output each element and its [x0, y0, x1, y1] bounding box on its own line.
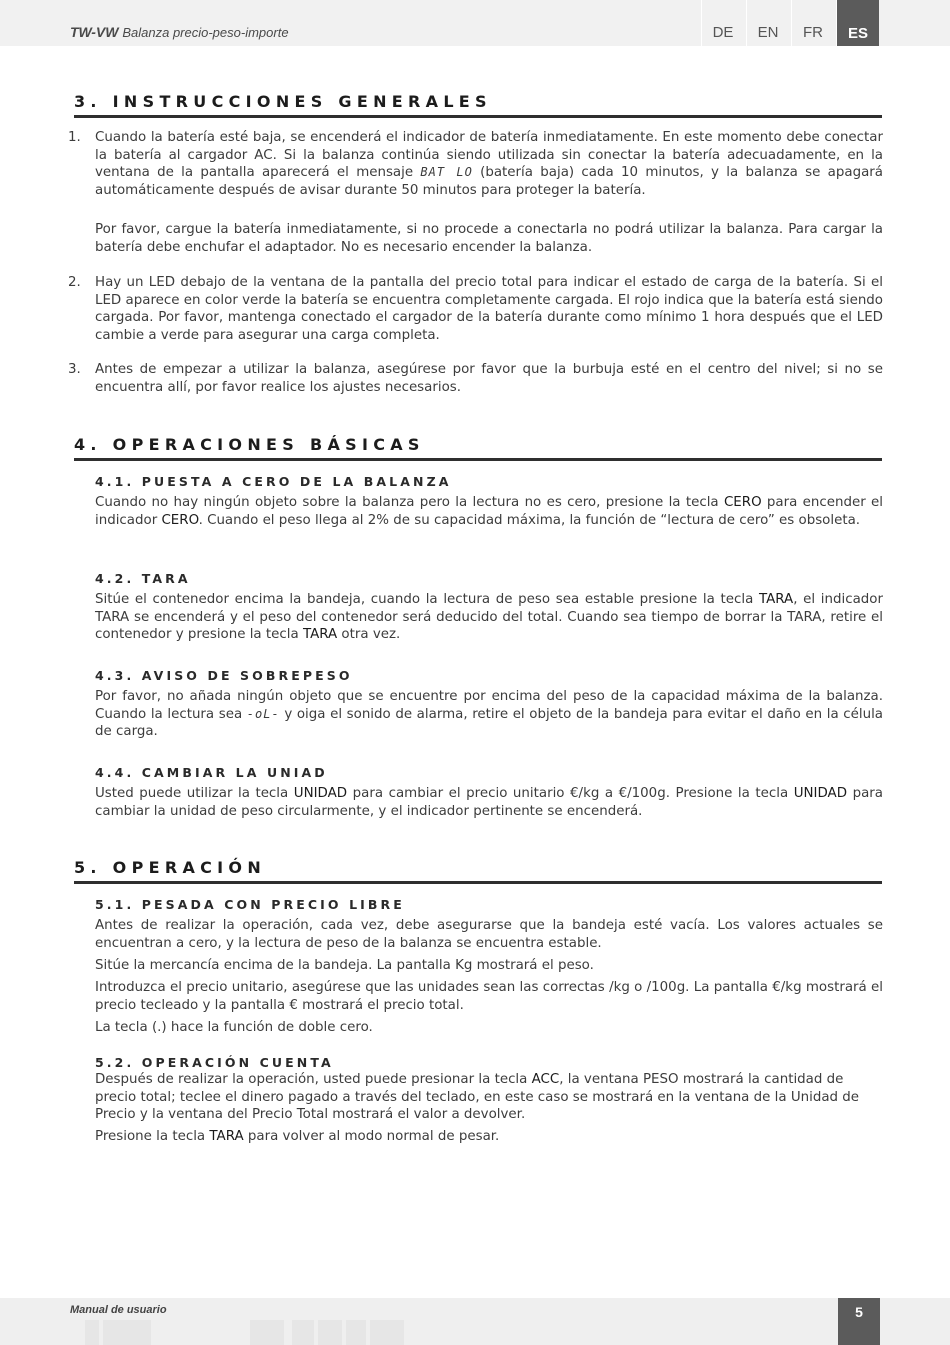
item-3-number: 3. — [68, 362, 81, 377]
section-5-heading — [74, 858, 882, 884]
subsection-4-3-text — [95, 688, 883, 741]
item-1-number: 1. — [68, 130, 81, 145]
section-3-title: 3. INSTRUCCIONES GENERALES — [74, 92, 492, 111]
text-run: . Cuando el peso llega al 2% de su capacidad máxima, la función de “lectura de cero” es obsoleta. — [198, 512, 861, 528]
section-4-heading — [74, 435, 882, 461]
footer-strip — [103, 1320, 151, 1345]
subsection-4-4-title: 4.4. CAMBIAR LA UNIAD — [95, 765, 328, 780]
text-run: Cuando no hay ningún objeto sobre la balanza pero la lectura no es cero, presione la tecla — [95, 495, 724, 510]
text-run: para volver al modo normal de pesar. — [243, 1129, 500, 1144]
footer-strip — [318, 1320, 342, 1345]
item-3-text: Antes de empezar a utilizar la balanza, asegúrese por favor que la burbuja esté en el centro del nivel; si no se encuentra allí, por favor realice los ajustes necesarios. — [95, 362, 883, 395]
item-1-text-a: Cuando la batería esté baja, se encenderá el indicador de batería inmediatamente. En este momento debe conectar la batería al cargador AC. Si la balanza continúa siendo utilizada sin conectar la batería adecuadamente, en la ventana de la pantalla aparecerá el mensaje — [95, 130, 883, 181]
item-2-number: 2. — [68, 275, 81, 290]
item-1-text-b: (batería baja) cada 10 minutos, y la balanza se apagará automáticamente después de avisar durante 50 minutos para proteger la batería. — [95, 165, 883, 198]
subsection-4-4-text — [95, 785, 883, 820]
model-name: TW-VW — [70, 24, 119, 40]
page-number: 5 — [838, 1298, 880, 1345]
item-2-text: Hay un LED debajo de la ventana de la pantalla del precio total para indicar el estado de carga de la batería. Si el LED aparece en color verde la batería se encuentra completamente cargada. El rojo indica que la batería está siendo cargada. Por favor, mantenga conectado el cargador de la batería durante como mínimo 1 hora después que el LED cambie a verde para asegurar una carga completa. — [95, 275, 883, 343]
section-4-title: 4. OPERACIONES BÁSICAS — [74, 435, 425, 454]
subsection-5-1-paragraph-2: Sitúe la mercancía encima de la bandeja. La pantalla Kg mostrará el peso. — [95, 958, 594, 973]
text-run: para cambiar la unidad de peso circularmente, y el indicador pertinente se encenderá. — [95, 786, 883, 819]
subsection-4-1-text — [95, 494, 883, 529]
subsection-4-3-title: 4.3. AVISO DE SOBREPESO — [95, 668, 353, 683]
subsection-5-1-paragraph-3: Introduzca el precio unitario, asegúrese que las unidades sean las correctas /kg o /100g. La pantalla €/kg mostrará el precio tecleado y la pantalla € mostrará el precio total. — [95, 980, 883, 1013]
lang-tab-de[interactable]: DE — [701, 0, 744, 46]
text-run: , el indicador TARA se encenderá y el peso del contenedor será deducido del total. Cuando sea tiempo de borrar la TARA, retire el contenedor y presione la tecla — [95, 592, 884, 643]
lcd-bat-lo: BAT LO — [420, 165, 473, 180]
key-tara: TARA — [759, 592, 794, 607]
key-acc: ACC — [531, 1072, 560, 1087]
subsection-5-1-title: 5.1. PESADA CON PRECIO LIBRE — [95, 897, 405, 912]
lang-tab-fr[interactable]: FR — [791, 0, 834, 46]
item-1-text — [95, 129, 883, 199]
footer-strip — [370, 1320, 404, 1345]
key-cero-indicator: CERO — [161, 512, 199, 528]
footer-strip — [346, 1320, 366, 1345]
key-unidad: UNIDAD — [293, 786, 348, 801]
footer-strip — [85, 1320, 99, 1345]
key-unidad: UNIDAD — [793, 786, 848, 801]
text-run: Después de realizar la operación, usted puede presionar la tecla — [95, 1072, 532, 1087]
subsection-4-1-title: 4.1. PUESTA A CERO DE LA BALANZA — [95, 474, 452, 489]
lang-tab-es[interactable]: ES — [836, 0, 879, 46]
text-run: otra vez. — [337, 627, 401, 643]
text-run: , la ventana PESO mostrará la cantidad de precio total; teclee el dinero pagado a través del teclado, en este caso se mostrará en la ventana de la Unidad de Precio y la ventana del Precio Total mostrará el valor a devolver. — [95, 1072, 860, 1123]
footer-strip — [292, 1320, 314, 1345]
section-5-title: 5. OPERACIÓN — [74, 858, 267, 877]
item-1-paragraph-2: Por favor, cargue la batería inmediatamente, si no procede a conectarla no podrá utilizar la balanza. Para cargar la batería debe enchufar el adaptador. No es necesario encender la balanza. — [95, 222, 883, 255]
subsection-5-1-paragraph-4: La tecla (.) hace la función de doble cero. — [95, 1020, 373, 1035]
footer-strip — [250, 1320, 284, 1345]
text-run: y oiga el sonido de alarma, retire el objeto de la bandeja para evitar el daño en la célula de carga. — [95, 706, 883, 740]
text-run: Sitúe el contenedor encima la bandeja, cuando la lectura de peso sea estable presione la tecla — [95, 592, 759, 607]
subsection-5-2-paragraph-1 — [95, 1071, 883, 1124]
text-run: para cambiar el precio unitario €/kg a €/100g. Presione la tecla — [347, 786, 794, 801]
subsection-5-2-title: 5.2. OPERACIÓN CUENTA — [95, 1055, 334, 1070]
key-cero: CERO — [723, 495, 762, 510]
text-run: para encender el indicador — [95, 495, 884, 528]
text-run: Usted puede utilizar la tecla — [95, 786, 294, 801]
section-3-heading — [74, 92, 882, 118]
subsection-5-2-paragraph-2 — [95, 1128, 883, 1146]
subsection-4-2-text — [95, 591, 883, 644]
document-subtitle: Balanza precio-peso-importe — [122, 25, 289, 40]
text-run: Presione la tecla — [95, 1129, 210, 1144]
key-tara: TARA — [302, 627, 338, 643]
subsection-5-1-paragraph-1: Antes de realizar la operación, cada vez, debe asegurarse que la bandeja esté vacía. Los valores actuales se encuentran a cero, y la lectura de peso de la balanza se encuentra estable. — [95, 918, 883, 951]
footer-label: Manual de usuario — [70, 1304, 167, 1316]
subsection-4-2-title: 4.2. TARA — [95, 571, 191, 586]
document-title — [70, 24, 289, 40]
lang-tab-en[interactable]: EN — [746, 0, 789, 46]
text-run: Por favor, no añada ningún objeto que se encuentre por encima del peso de la capacidad máxima de la balanza. Cuando la lectura sea — [95, 689, 883, 722]
key-tara: TARA — [209, 1129, 244, 1144]
lcd-overload: -oL- — [246, 706, 280, 721]
